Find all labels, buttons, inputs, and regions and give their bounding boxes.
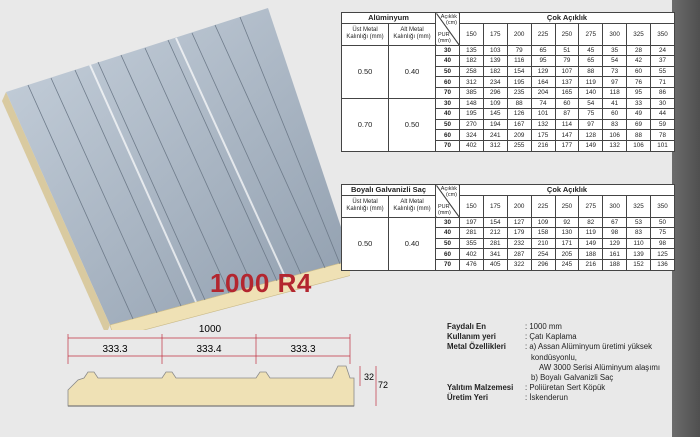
value-cell: 107 xyxy=(555,66,579,77)
info-sep: : xyxy=(525,332,528,342)
value-cell: 118 xyxy=(603,87,627,98)
galvanized-span-table xyxy=(341,184,675,271)
bottom-metal-cell: 0.50 xyxy=(389,98,436,151)
value-cell: 49 xyxy=(627,109,651,120)
value-cell: 35 xyxy=(603,45,627,56)
value-cell: 97 xyxy=(579,119,603,130)
span-header: 275 xyxy=(579,195,603,217)
thickness-cell: 70 xyxy=(436,259,460,270)
value-cell: 175 xyxy=(531,130,555,141)
value-cell: 402 xyxy=(460,140,484,151)
value-cell: 161 xyxy=(603,249,627,260)
info-sep: : xyxy=(525,322,528,331)
value-cell: 476 xyxy=(460,259,484,270)
value-cell: 136 xyxy=(651,259,675,270)
value-cell: 106 xyxy=(627,140,651,151)
value-cell: 171 xyxy=(555,238,579,249)
info-value: Çatı Kaplama xyxy=(529,332,577,342)
value-cell: 281 xyxy=(460,228,484,239)
value-cell: 135 xyxy=(460,45,484,56)
value-cell: 130 xyxy=(555,228,579,239)
bottom-metal-header: Alt Metal Kalınlığı (mm) xyxy=(389,195,436,217)
value-cell: 95 xyxy=(531,56,555,67)
thickness-cell: 30 xyxy=(436,98,460,109)
info-sep: : xyxy=(525,393,528,403)
span-header: 150 xyxy=(460,23,484,45)
info-value: kondüsyonlu, xyxy=(531,352,577,362)
value-cell: 50 xyxy=(651,217,675,228)
value-cell: 126 xyxy=(507,109,531,120)
value-cell: 101 xyxy=(531,109,555,120)
profile-section xyxy=(68,366,354,406)
info-row xyxy=(447,342,700,352)
value-cell: 127 xyxy=(507,217,531,228)
info-label: Üretim Yeri xyxy=(447,393,489,403)
span-header: 325 xyxy=(627,195,651,217)
span-header: 225 xyxy=(531,23,555,45)
total-width-dim: 1000 xyxy=(198,324,222,335)
value-cell: 195 xyxy=(460,109,484,120)
thickness-cell: 30 xyxy=(436,45,460,56)
span-header: 350 xyxy=(651,23,675,45)
value-cell: 254 xyxy=(531,249,555,260)
value-cell: 405 xyxy=(483,259,507,270)
value-cell: 139 xyxy=(483,56,507,67)
span-header: 325 xyxy=(627,23,651,45)
value-cell: 179 xyxy=(507,228,531,239)
info-label: Faydalı En xyxy=(447,322,486,331)
height-small-dim: 32 xyxy=(364,372,375,382)
span-header: 200 xyxy=(507,195,531,217)
value-cell: 132 xyxy=(531,119,555,130)
value-cell: 69 xyxy=(627,119,651,130)
span-header: 275 xyxy=(579,23,603,45)
value-cell: 152 xyxy=(627,259,651,270)
info-value: AW 3000 Serisi Alüminyum alaşımı xyxy=(539,362,661,372)
value-cell: 188 xyxy=(579,249,603,260)
value-cell: 129 xyxy=(531,66,555,77)
span-label: Açıklık xyxy=(440,186,457,192)
pur-unit: (mm) xyxy=(438,209,451,216)
galvanized-corner-cell xyxy=(436,185,460,218)
value-cell: 54 xyxy=(579,98,603,109)
value-cell: 106 xyxy=(603,130,627,141)
galvanized-multi-span-header: Çok Açıklık xyxy=(460,185,675,196)
value-cell: 71 xyxy=(651,77,675,88)
value-cell: 322 xyxy=(507,259,531,270)
value-cell: 125 xyxy=(651,249,675,260)
value-cell: 110 xyxy=(627,238,651,249)
info-row xyxy=(447,393,700,403)
span-header: 300 xyxy=(603,195,627,217)
table-row xyxy=(342,45,675,56)
value-cell: 137 xyxy=(555,77,579,88)
span-header: 250 xyxy=(555,195,579,217)
value-cell: 140 xyxy=(579,87,603,98)
value-cell: 54 xyxy=(603,56,627,67)
value-cell: 75 xyxy=(579,109,603,120)
span-unit: (cm) xyxy=(446,192,457,198)
thickness-cell: 30 xyxy=(436,217,460,228)
value-cell: 341 xyxy=(483,249,507,260)
value-cell: 182 xyxy=(460,56,484,67)
height-large-dim: 72 xyxy=(378,380,389,390)
value-cell: 116 xyxy=(507,56,531,67)
value-cell: 281 xyxy=(483,238,507,249)
value-cell: 60 xyxy=(603,109,627,120)
segment-dim-2: 333.4 xyxy=(196,344,222,355)
value-cell: 296 xyxy=(483,87,507,98)
segment-dim-1: 333.3 xyxy=(102,344,128,355)
info-label: Yalıtım Malzemesi xyxy=(447,383,514,393)
value-cell: 149 xyxy=(579,238,603,249)
thickness-cell: 40 xyxy=(436,228,460,239)
value-cell: 75 xyxy=(651,228,675,239)
value-cell: 74 xyxy=(531,98,555,109)
span-header: 350 xyxy=(651,195,675,217)
info-sep: : xyxy=(525,342,528,352)
profile-drawing xyxy=(60,318,390,430)
value-cell: 296 xyxy=(531,259,555,270)
thickness-cell: 50 xyxy=(436,66,460,77)
info-value: b) Boyalı Galvanizli Saç xyxy=(531,373,614,383)
info-label: Kullanım yeri xyxy=(447,332,496,342)
info-sep: : xyxy=(525,383,528,393)
bottom-metal-header: Alt Metal Kalınlığı (mm) xyxy=(389,23,436,45)
span-header: 200 xyxy=(507,23,531,45)
value-cell: 97 xyxy=(603,77,627,88)
product-title: 1000 R4 xyxy=(210,268,312,298)
value-cell: 86 xyxy=(651,87,675,98)
bottom-metal-cell: 0.40 xyxy=(389,45,436,98)
value-cell: 76 xyxy=(627,77,651,88)
top-metal-cell: 0.50 xyxy=(342,45,389,98)
value-cell: 167 xyxy=(507,119,531,130)
thickness-cell: 60 xyxy=(436,249,460,260)
thickness-cell: 70 xyxy=(436,140,460,151)
value-cell: 60 xyxy=(555,98,579,109)
galvanized-material-header: Boyalı Galvanizli Saç xyxy=(342,185,436,196)
value-cell: 165 xyxy=(555,87,579,98)
value-cell: 55 xyxy=(651,66,675,77)
value-cell: 194 xyxy=(483,119,507,130)
value-cell: 245 xyxy=(555,259,579,270)
table-row xyxy=(342,98,675,109)
value-cell: 145 xyxy=(483,109,507,120)
value-cell: 164 xyxy=(531,77,555,88)
value-cell: 188 xyxy=(603,259,627,270)
value-cell: 204 xyxy=(531,87,555,98)
value-cell: 149 xyxy=(579,140,603,151)
value-cell: 132 xyxy=(603,140,627,151)
value-cell: 210 xyxy=(531,238,555,249)
info-value: İskenderun xyxy=(529,393,568,403)
bottom-metal-cell: 0.40 xyxy=(389,217,436,270)
value-cell: 83 xyxy=(627,228,651,239)
value-cell: 79 xyxy=(555,56,579,67)
value-cell: 385 xyxy=(460,87,484,98)
span-header: 175 xyxy=(483,195,507,217)
thickness-cell: 50 xyxy=(436,238,460,249)
span-header: 225 xyxy=(531,195,555,217)
value-cell: 270 xyxy=(460,119,484,130)
value-cell: 88 xyxy=(627,130,651,141)
value-cell: 154 xyxy=(483,217,507,228)
value-cell: 216 xyxy=(579,259,603,270)
value-cell: 205 xyxy=(555,249,579,260)
value-cell: 154 xyxy=(507,66,531,77)
pur-label: PUR xyxy=(438,203,450,210)
value-cell: 95 xyxy=(627,87,651,98)
top-metal-cell: 0.70 xyxy=(342,98,389,151)
value-cell: 87 xyxy=(555,109,579,120)
aluminium-span-table xyxy=(341,12,675,152)
value-cell: 232 xyxy=(507,238,531,249)
value-cell: 182 xyxy=(483,66,507,77)
value-cell: 60 xyxy=(627,66,651,77)
value-cell: 79 xyxy=(507,45,531,56)
top-metal-header: Üst Metal Kalınlığı (mm) xyxy=(342,195,389,217)
pur-unit: (mm) xyxy=(438,37,451,44)
value-cell: 83 xyxy=(603,119,627,130)
value-cell: 109 xyxy=(483,98,507,109)
value-cell: 287 xyxy=(507,249,531,260)
value-cell: 24 xyxy=(651,45,675,56)
value-cell: 312 xyxy=(460,77,484,88)
value-cell: 28 xyxy=(627,45,651,56)
value-cell: 45 xyxy=(579,45,603,56)
value-cell: 241 xyxy=(483,130,507,141)
value-cell: 355 xyxy=(460,238,484,249)
value-cell: 53 xyxy=(627,217,651,228)
value-cell: 88 xyxy=(507,98,531,109)
value-cell: 78 xyxy=(651,130,675,141)
info-label: Metal Özellikleri xyxy=(447,342,506,352)
value-cell: 37 xyxy=(651,56,675,67)
value-cell: 98 xyxy=(651,238,675,249)
value-cell: 101 xyxy=(651,140,675,151)
span-label: Açıklık xyxy=(440,14,457,20)
value-cell: 255 xyxy=(507,140,531,151)
table-row xyxy=(342,217,675,228)
value-cell: 30 xyxy=(651,98,675,109)
value-cell: 235 xyxy=(507,87,531,98)
value-cell: 119 xyxy=(579,228,603,239)
top-metal-header: Üst Metal Kalınlığı (mm) xyxy=(342,23,389,45)
value-cell: 234 xyxy=(483,77,507,88)
aluminium-multi-span-header: Çok Açıklık xyxy=(460,13,675,24)
span-header: 150 xyxy=(460,195,484,217)
span-unit: (cm) xyxy=(446,20,457,26)
span-header: 175 xyxy=(483,23,507,45)
value-cell: 67 xyxy=(603,217,627,228)
aluminium-material-header: Alüminyum xyxy=(342,13,436,24)
value-cell: 98 xyxy=(603,228,627,239)
info-value: 1000 mm xyxy=(529,322,562,331)
info-value: a) Assan Alüminyum üretimi yüksek xyxy=(529,342,652,352)
info-row xyxy=(447,353,700,363)
spec-info xyxy=(447,322,700,404)
value-cell: 73 xyxy=(603,66,627,77)
value-cell: 177 xyxy=(555,140,579,151)
value-cell: 147 xyxy=(555,130,579,141)
thickness-cell: 50 xyxy=(436,119,460,130)
value-cell: 41 xyxy=(603,98,627,109)
value-cell: 128 xyxy=(579,130,603,141)
value-cell: 216 xyxy=(531,140,555,151)
thickness-cell: 40 xyxy=(436,56,460,67)
value-cell: 42 xyxy=(627,56,651,67)
segment-dim-3: 333.3 xyxy=(290,344,316,355)
info-row xyxy=(447,332,700,342)
thickness-cell: 70 xyxy=(436,87,460,98)
value-cell: 65 xyxy=(579,56,603,67)
value-cell: 129 xyxy=(603,238,627,249)
value-cell: 324 xyxy=(460,130,484,141)
value-cell: 119 xyxy=(579,77,603,88)
thickness-cell: 60 xyxy=(436,77,460,88)
value-cell: 59 xyxy=(651,119,675,130)
value-cell: 51 xyxy=(555,45,579,56)
info-row xyxy=(447,363,700,373)
info-row xyxy=(447,373,700,383)
value-cell: 114 xyxy=(555,119,579,130)
value-cell: 92 xyxy=(555,217,579,228)
value-cell: 158 xyxy=(531,228,555,239)
value-cell: 312 xyxy=(483,140,507,151)
info-row xyxy=(447,383,700,393)
value-cell: 88 xyxy=(579,66,603,77)
thickness-cell: 60 xyxy=(436,130,460,141)
value-cell: 82 xyxy=(579,217,603,228)
top-metal-cell: 0.50 xyxy=(342,217,389,270)
thickness-cell: 40 xyxy=(436,109,460,120)
aluminium-corner-cell xyxy=(436,13,460,46)
value-cell: 148 xyxy=(460,98,484,109)
value-cell: 209 xyxy=(507,130,531,141)
value-cell: 109 xyxy=(531,217,555,228)
value-cell: 402 xyxy=(460,249,484,260)
value-cell: 197 xyxy=(460,217,484,228)
pur-label: PUR xyxy=(438,31,450,38)
info-row xyxy=(447,322,700,332)
value-cell: 103 xyxy=(483,45,507,56)
value-cell: 258 xyxy=(460,66,484,77)
value-cell: 33 xyxy=(627,98,651,109)
value-cell: 65 xyxy=(531,45,555,56)
info-value: Poliüretan Sert Köpük xyxy=(529,383,606,393)
value-cell: 195 xyxy=(507,77,531,88)
span-header: 300 xyxy=(603,23,627,45)
value-cell: 139 xyxy=(627,249,651,260)
value-cell: 44 xyxy=(651,109,675,120)
value-cell: 212 xyxy=(483,228,507,239)
span-header: 250 xyxy=(555,23,579,45)
